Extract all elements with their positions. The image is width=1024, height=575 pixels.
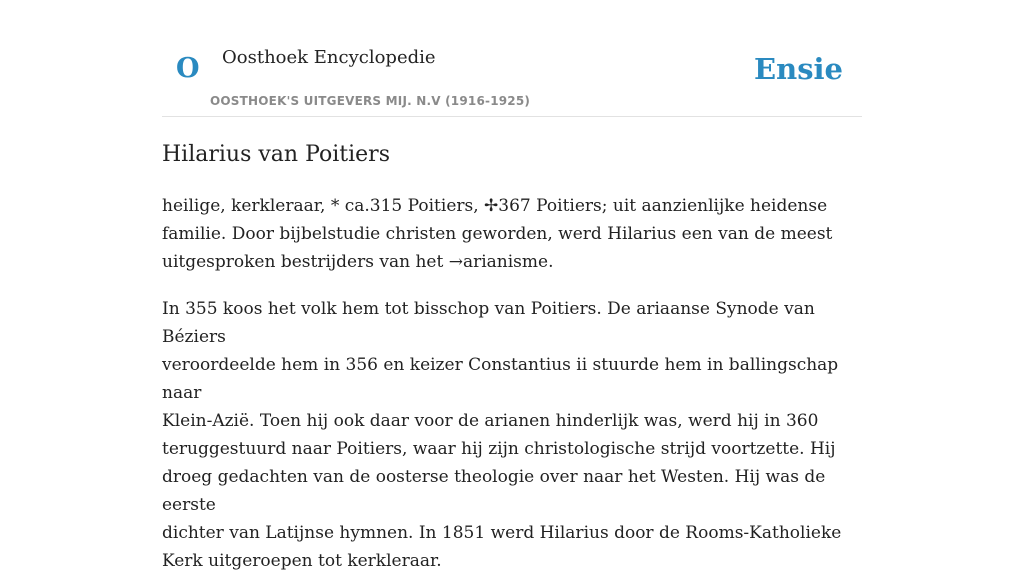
publisher-line: OOSTHOEK'S UITGEVERS MIJ. N.V (1916-1925) [210,94,531,108]
site-header [162,0,862,117]
site-logo[interactable]: O [176,53,200,84]
site-title[interactable]: Oosthoek Encyclopedie [222,47,436,68]
paragraph-1-end: . [548,252,554,272]
arianisme-link[interactable]: →arianisme [448,252,549,272]
article-paragraph-2: In 355 koos het volk hem tot bisschop van Poitiers. De ariaanse Synode van Béziers veroordeelde hem in 356 en keizer Constantius ii stuurde hem in ballingschap naar Klein-Azië. Toen hij ook daar voor de arianen hinderlijk was, werd hij in 360 teruggestuurd naar Poitiers, waar hij zijn christologische strijd voortzette. Hij droeg gedachten van de oosterse theologie over naar het Westen. Hij was de eerste dichter van Latijnse hymnen. In 1851 werd Hilarius door de Rooms-Katholieke Kerk uitgeroepen tot kerkleraar. [162,299,842,571]
paragraph-1-text: heilige, kerkleraar, * ca.315 Poitiers, ✢367 Poitiers; uit aanzienlijke heidense familie. Door bijbelstudie christen geworden, werd Hilarius een van de meest uitgesproken bestrijders van het [162,196,833,272]
ensie-brand-link[interactable]: Ensie [754,52,843,86]
article-paragraph-1 [162,192,862,276]
article [162,138,862,575]
article-title: Hilarius van Poitiers [162,142,390,167]
